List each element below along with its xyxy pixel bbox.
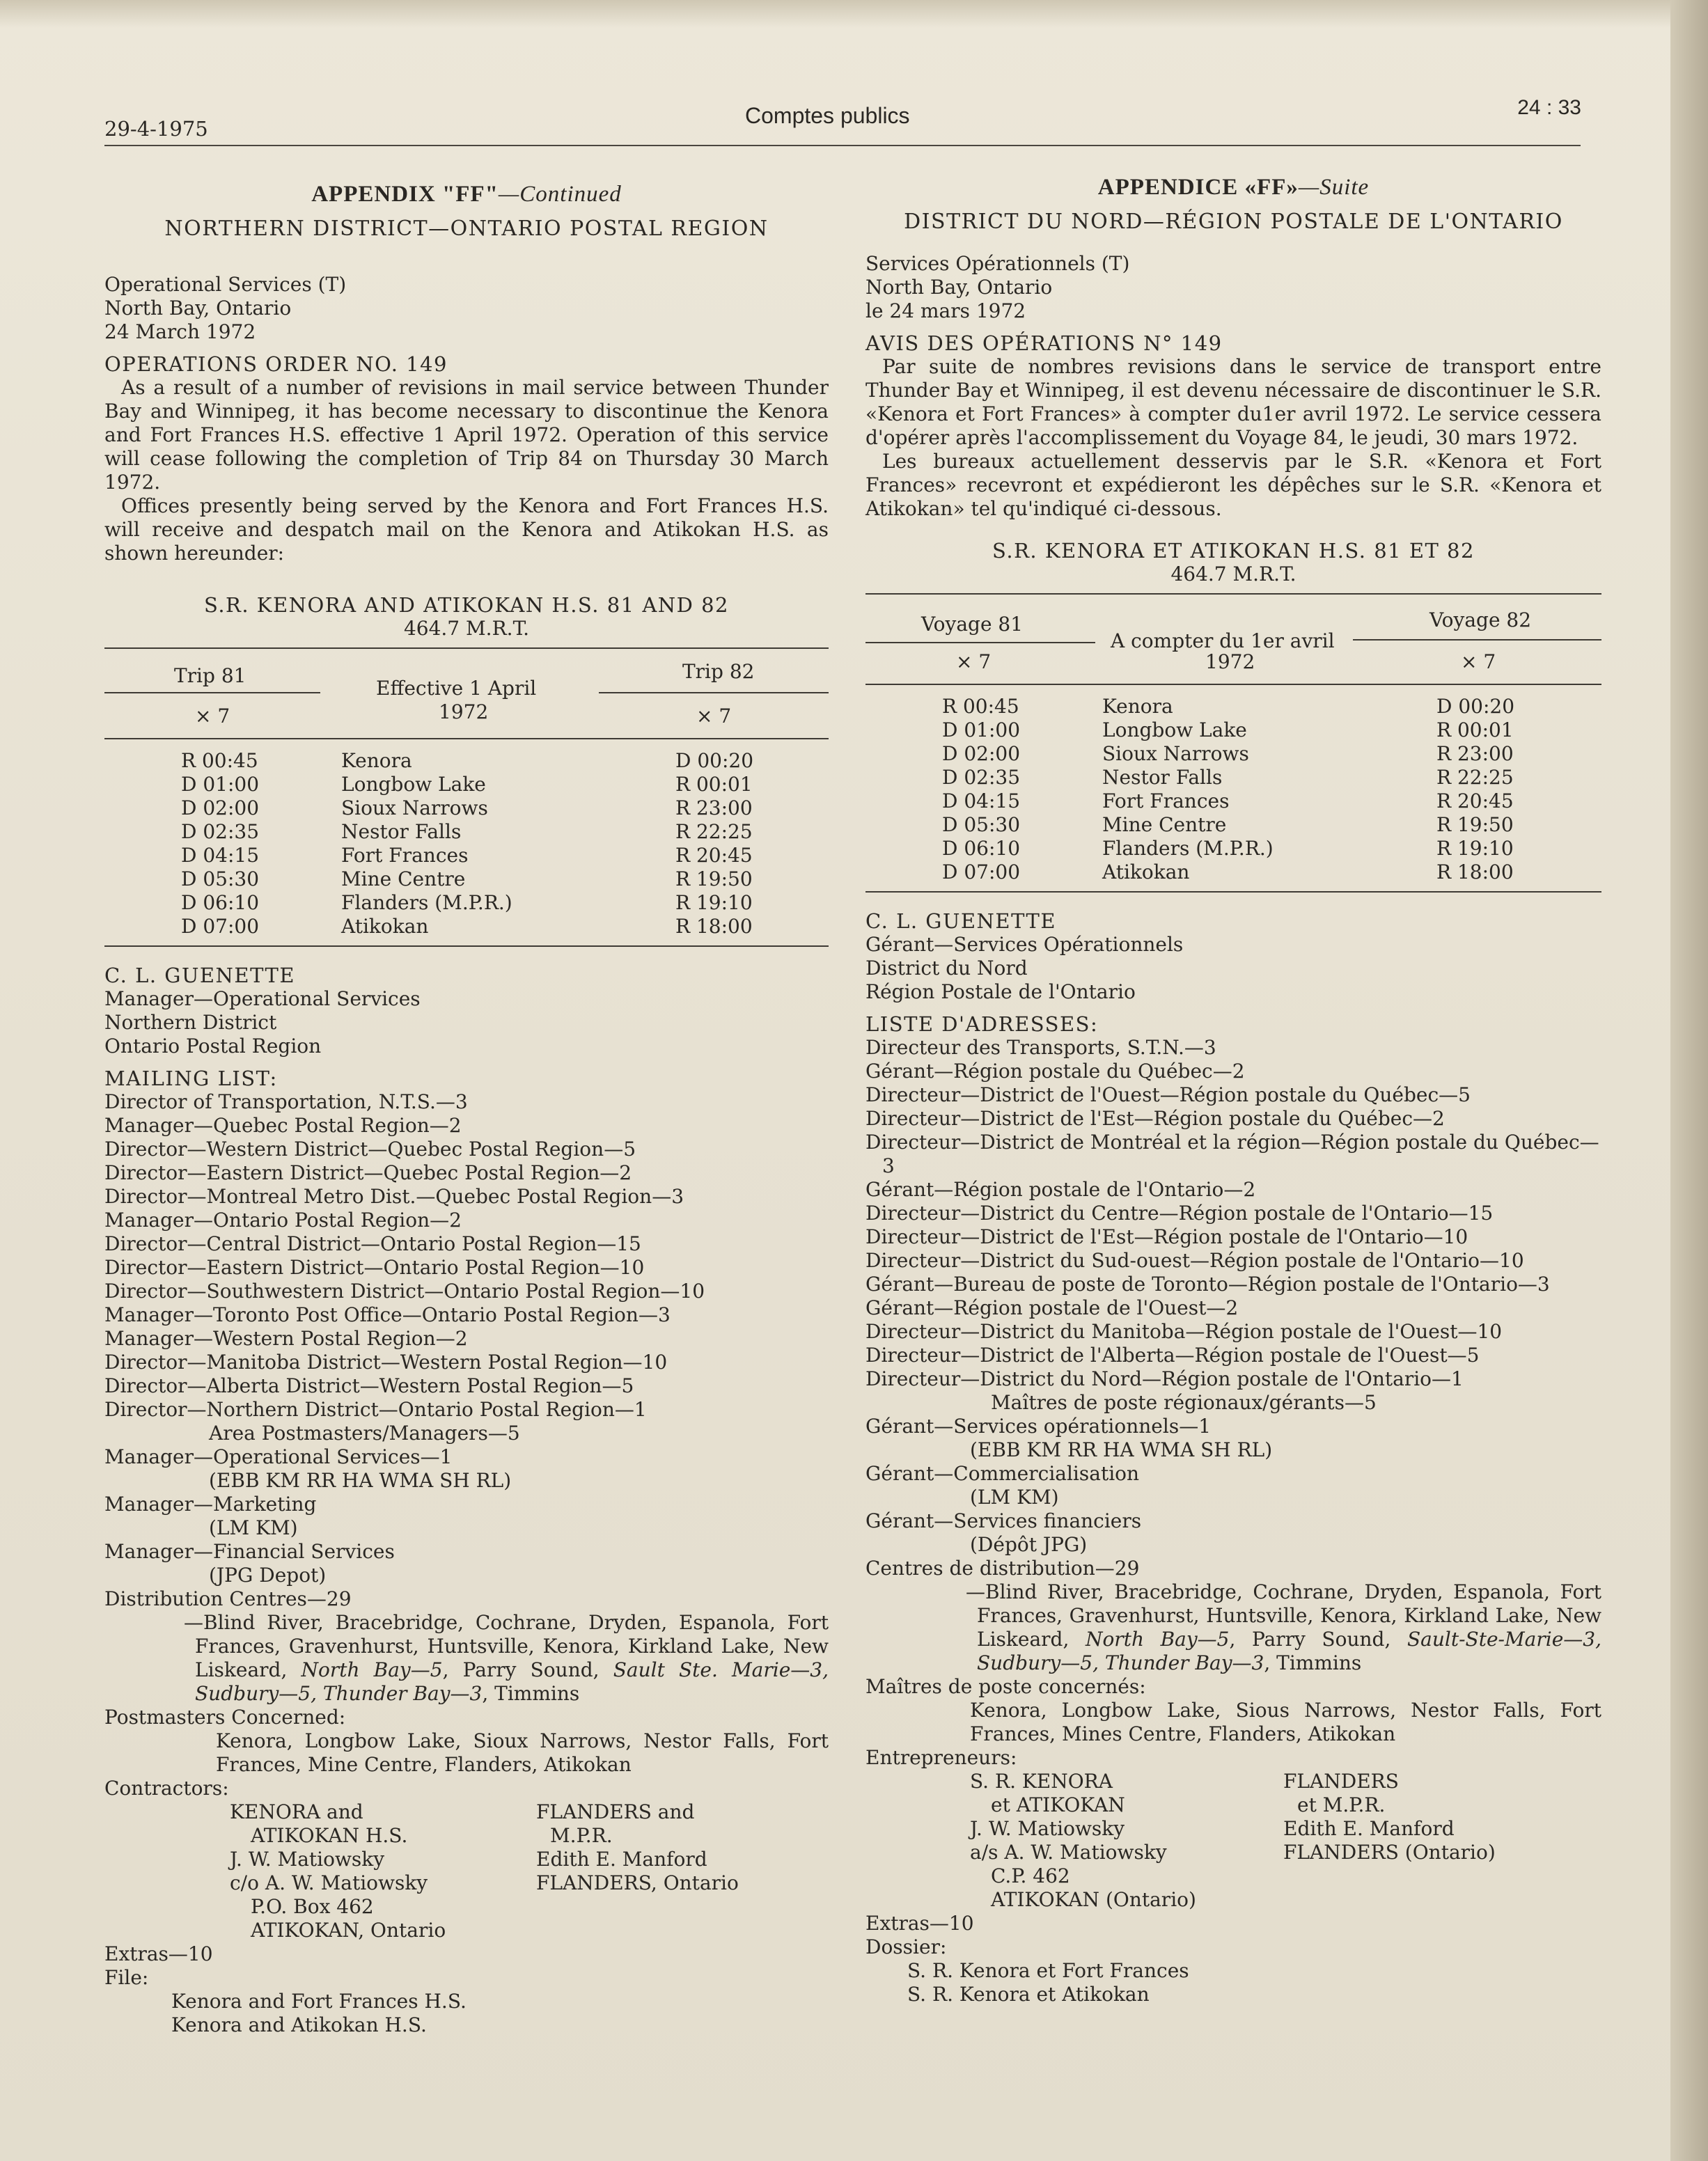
signer-line: Région Postale de l'Ontario	[865, 980, 1136, 1003]
address-date: 24 March 1972	[104, 320, 256, 343]
contractor-line: ATIKOKAN H.S.	[251, 1824, 408, 1847]
distribution-text: —Blind River, Bracebridge, Cochrane, Dryden, Espanola, Fort Frances, Gravenhurst, Huntsville, Kenora, Kirkland Lake, New Liskeard,	[966, 1580, 1601, 1651]
mailing-item: Gérant—Région postale de l'Ontario—2	[865, 1178, 1256, 1201]
mailing-list	[104, 1090, 829, 1422]
effective-label: A compter du 1er avril	[1111, 629, 1335, 652]
days-b: × 7	[1461, 650, 1496, 673]
return-time: R 19:10	[1436, 837, 1514, 860]
contractor-line: J. W. Matiowsky	[970, 1817, 1125, 1840]
mailing-codes: (Dépôt JPG)	[970, 1533, 1088, 1556]
trip-b-label: Trip 82	[682, 660, 755, 683]
signer-line: Northern District	[104, 1011, 277, 1034]
departure-arrival-time: D 02:35	[942, 766, 1021, 789]
departure-arrival-time: D 05:30	[942, 813, 1021, 836]
return-time: R 22:25	[675, 820, 753, 843]
contractor-line: C.P. 462	[991, 1864, 1070, 1887]
contractors-heading: Entrepreneurs:	[865, 1746, 1017, 1769]
mailing-item: Directeur—District de l'Est—Région postale de l'Ontario—10	[865, 1225, 1468, 1248]
route-title: S.R. KENORA AND ATIKOKAN H.S. 81 AND 82	[203, 593, 730, 617]
timetable-row	[865, 742, 1601, 766]
distribution-italic: North Bay—5	[1085, 1628, 1230, 1651]
mailing-item: Director—Eastern District—Quebec Postal Region—2	[104, 1161, 632, 1184]
mailing-item: Gérant—Région postale du Québec—2	[865, 1060, 1245, 1083]
mailing-item: Director—Western District—Quebec Postal Region—5	[104, 1138, 636, 1161]
french-column	[865, 175, 1601, 2006]
contractor-line: FLANDERS and	[536, 1800, 695, 1823]
header-rule	[104, 145, 1581, 146]
timetable-row	[104, 867, 829, 891]
contractor-line: S. R. KENORA	[970, 1770, 1113, 1793]
timetable-header	[104, 649, 829, 739]
timetable-row	[104, 796, 829, 820]
departure-arrival-time: D 04:15	[181, 844, 260, 867]
contractor-line: ATIKOKAN (Ontario)	[991, 1888, 1196, 1911]
mailing-item: Director—Central District—Ontario Postal Region—15	[104, 1232, 641, 1255]
stop-name: Sioux Narrows	[341, 796, 488, 819]
contractor-line: P.O. Box 462	[251, 1895, 374, 1918]
contractor-line: a/s A. W. Matiowsky	[970, 1841, 1167, 1864]
contractor-line: FLANDERS	[1283, 1770, 1399, 1793]
contractor-line: et ATIKOKAN	[991, 1793, 1125, 1816]
postmasters-heading: Postmasters Concerned:	[104, 1706, 346, 1729]
distribution-text: —Blind River, Bracebridge, Cochrane, Dryden, Espanola, Fort Frances, Gravenhurst, Huntsville, Kenora, Kirkland Lake, New Liskeard,	[184, 1611, 829, 1681]
distribution-text: , Timmins	[1264, 1651, 1362, 1674]
mailing-item: Area Postmasters/Managers—5	[209, 1422, 520, 1445]
appendix-subtitle: —Suite	[1298, 175, 1370, 200]
mailing-item: Manager—Financial Services	[104, 1540, 395, 1563]
contractor-line: Edith E. Manford	[1283, 1817, 1455, 1840]
extras-line: Extras—10	[104, 1942, 213, 1965]
appendix-heading	[104, 182, 829, 206]
mailing-item: Director—Northern District—Ontario Postal Region—1	[104, 1398, 647, 1421]
mailing-item: Manager—Quebec Postal Region—2	[104, 1114, 462, 1137]
return-time: D 00:20	[675, 749, 754, 772]
return-time: R 18:00	[1436, 861, 1514, 883]
mailing-title: MAILING LIST:	[104, 1067, 278, 1090]
departure-arrival-time: D 02:35	[181, 820, 260, 843]
district-heading: NORTHERN DISTRICT—ONTARIO POSTAL REGION	[164, 217, 769, 241]
timetable	[865, 593, 1601, 893]
stop-name: Kenora	[1102, 695, 1173, 718]
contractor-b	[1283, 1770, 1496, 1912]
stop-name: Nestor Falls	[1102, 766, 1223, 789]
departure-arrival-time: D 07:00	[942, 861, 1021, 883]
paragraph: As a result of a number of revisions in mail service between Thunder Bay and Winnipeg, it has become necessary to discontinue the Kenora and Fort Frances H.S. effective 1 April 1972. Operation of this service will cease following the completion of Trip 84 on Thursday 30 March 1972.	[104, 376, 829, 494]
header-page-number: 24 : 33	[1517, 96, 1581, 119]
contractor-line: FLANDERS, Ontario	[536, 1871, 739, 1894]
mailing-codes: (LM KM)	[970, 1486, 1059, 1509]
departure-arrival-time: D 01:00	[942, 718, 1021, 741]
days-b: × 7	[696, 705, 732, 728]
stop-name: Longbow Lake	[341, 773, 486, 796]
stop-name: Nestor Falls	[341, 820, 462, 843]
departure-arrival-time: D 02:00	[181, 796, 260, 819]
timetable-row	[104, 773, 829, 796]
trip-a-label: Voyage 81	[921, 613, 1024, 636]
address-line: Operational Services (T)	[104, 273, 347, 296]
return-time: R 20:45	[675, 844, 753, 867]
paragraph: Les bureaux actuellement desservis par le S.R. «Kenora et Fort Frances» recevront et expédieront les dépêches sur le S.R. «Kenora et Atikokan» tel qu'indiqué ci-dessous.	[865, 450, 1601, 520]
signer-name: C. L. GUENETTE	[104, 964, 295, 987]
order-title: AVIS DES OPÉRATIONS N° 149	[865, 331, 1223, 355]
paragraph: Par suite de nombres revisions dans le service de transport entre Thunder Bay et Winnipeg, il est devenu nécessaire de discontinuer le S.R. «Kenora et Fort Frances» à compter du1er avril 1972. Le service cessera d'opérer après l'accomplissement du Voyage 84, le jeudi, 30 mars 1972.	[865, 355, 1601, 449]
postmasters-list: Kenora, Longbow Lake, Sioux Narrows, Nestor Falls, Fort Frances, Mine Centre, Flanders, Atikokan	[216, 1729, 829, 1776]
signer-line: Ontario Postal Region	[104, 1035, 322, 1058]
departure-arrival-time: D 07:00	[181, 915, 260, 938]
stop-name: Kenora	[341, 749, 412, 772]
departure-arrival-time: D 01:00	[181, 773, 260, 796]
distribution-italic: North Bay—5	[301, 1658, 443, 1681]
timetable-row	[865, 766, 1601, 789]
departure-arrival-time: R 00:45	[181, 749, 258, 772]
contractor-b	[536, 1800, 739, 1942]
mailing-codes: (EBB KM RR HA WMA SH RL)	[970, 1438, 1273, 1461]
route-title: S.R. KENORA ET ATIKOKAN H.S. 81 ET 82	[992, 539, 1475, 563]
contractors-heading: Contractors:	[104, 1777, 229, 1800]
file-heading: Dossier:	[865, 1935, 947, 1958]
signer-name: C. L. GUENETTE	[865, 909, 1056, 933]
mailing-item: Director—Manitoba District—Western Postal Region—10	[104, 1351, 668, 1374]
departure-arrival-time: D 06:10	[181, 891, 260, 914]
mailing-item: Director—Alberta District—Western Postal Region—5	[104, 1374, 634, 1397]
rule	[865, 642, 1095, 643]
departure-arrival-time: R 00:45	[942, 695, 1019, 718]
days-a: × 7	[195, 705, 230, 728]
return-time: R 19:10	[675, 891, 753, 914]
mailing-item: Directeur—District du Centre—Région postale de l'Ontario—15	[865, 1202, 1494, 1225]
appendix-subtitle: —Continued	[498, 182, 622, 207]
postmasters-list: Kenora, Longbow Lake, Sious Narrows, Nestor Falls, Fort Frances, Mines Centre, Flanders, Atikokan	[970, 1699, 1601, 1745]
mailing-item: Distribution Centres—29	[104, 1587, 352, 1610]
mailing-item: Director—Eastern District—Ontario Postal Region—10	[104, 1256, 645, 1279]
timetable-row	[104, 915, 829, 938]
address-line: North Bay, Ontario	[865, 276, 1053, 299]
mailing-item: Directeur—District de l'Alberta—Région postale de l'Ouest—5	[865, 1344, 1480, 1367]
mailing-codes: (LM KM)	[209, 1516, 298, 1539]
effective-year: 1972	[439, 700, 489, 723]
mailing-title: LISTE D'ADRESSES:	[865, 1012, 1099, 1036]
stop-name: Mine Centre	[341, 867, 466, 890]
timetable-row	[865, 695, 1601, 718]
timetable-row	[104, 891, 829, 915]
page-shadow	[0, 0, 1708, 28]
departure-arrival-time: D 02:00	[942, 742, 1021, 765]
return-time: R 19:50	[675, 867, 753, 890]
contractor-line: Edith E. Manford	[536, 1848, 707, 1871]
distribution-text: , Parry Sound,	[442, 1658, 613, 1681]
mailing-item: Director of Transportation, N.T.S.—3	[104, 1090, 468, 1113]
postmasters-heading: Maîtres de poste concernés:	[865, 1675, 1146, 1698]
mailing-item: Manager—Western Postal Region—2	[104, 1327, 468, 1350]
mailing-item: Directeur—District du Nord—Région postale de l'Ontario—1	[865, 1367, 1464, 1390]
return-time: R 23:00	[675, 796, 753, 819]
return-time: R 22:25	[1436, 766, 1514, 789]
paragraph: Offices presently being served by the Kenora and Fort Frances H.S. will receive and despatch mail on the Kenora and Atikokan H.S. as shown hereunder:	[104, 494, 829, 565]
english-column	[104, 182, 829, 2037]
mailing-item: Manager—Operational Services—1	[104, 1445, 453, 1468]
mailing-item: Gérant—Services opérationnels—1	[865, 1415, 1212, 1438]
mailing-item: Gérant—Services financiers	[865, 1509, 1142, 1532]
rule	[1353, 639, 1601, 641]
contractor-line: M.P.R.	[550, 1824, 613, 1847]
file-line: S. R. Kenora et Fort Frances	[907, 1959, 1189, 1982]
return-time: R 00:01	[1436, 718, 1514, 741]
mailing-item: Centres de distribution—29	[865, 1557, 1140, 1580]
extras-line: Extras—10	[865, 1912, 974, 1935]
return-time: D 00:20	[1436, 695, 1515, 718]
contractors-block	[104, 1800, 829, 1942]
effective-year: 1972	[1205, 650, 1255, 673]
days-a: × 7	[956, 650, 992, 673]
timetable-row	[104, 844, 829, 867]
contractor-a	[865, 1770, 1283, 1912]
return-time: R 20:45	[1436, 789, 1514, 812]
mailing-item: Gérant—Bureau de poste de Toronto—Région postale de l'Ontario—3	[865, 1273, 1550, 1296]
route-subtitle: 464.7 M.R.T.	[403, 617, 530, 640]
mailing-codes: (EBB KM RR HA WMA SH RL)	[209, 1469, 512, 1492]
mailing-item: Directeur—District de l'Ouest—Région postale du Québec—5	[865, 1083, 1471, 1106]
contractor-line: J. W. Matiowsky	[230, 1848, 385, 1871]
appendix-title: APPENDICE «FF»	[1097, 175, 1299, 200]
timetable-row	[865, 861, 1601, 884]
stop-name: Sioux Narrows	[1102, 742, 1249, 765]
timetable-body	[104, 739, 829, 945]
timetable-row	[865, 789, 1601, 813]
signer-line: Gérant—Services Opérationnels	[865, 933, 1184, 956]
mailing-item: Directeur—District de Montréal et la région—Région postale du Québec—3	[865, 1131, 1599, 1177]
timetable	[104, 647, 829, 947]
departure-arrival-time: D 04:15	[942, 789, 1021, 812]
contractor-line: ATIKOKAN, Ontario	[251, 1919, 446, 1942]
stop-name: Longbow Lake	[1102, 718, 1247, 741]
file-line: Kenora and Atikokan H.S.	[171, 2013, 427, 2036]
timetable-row	[865, 837, 1601, 861]
address-line: Services Opérationnels (T)	[865, 252, 1130, 275]
signer-line: District du Nord	[865, 957, 1028, 980]
address-line: North Bay, Ontario	[104, 297, 292, 320]
mailing-item: Manager—Ontario Postal Region—2	[104, 1209, 462, 1232]
order-title: OPERATIONS ORDER NO. 149	[104, 352, 448, 376]
return-time: R 23:00	[1436, 742, 1514, 765]
departure-arrival-time: D 05:30	[181, 867, 260, 890]
timetable-body	[865, 685, 1601, 891]
appendix-heading	[865, 175, 1601, 199]
return-time: R 18:00	[675, 915, 753, 938]
trip-b-label: Voyage 82	[1429, 608, 1532, 631]
departure-arrival-time: D 06:10	[942, 837, 1021, 860]
return-time: R 00:01	[675, 773, 753, 796]
mailing-item: Director—Montreal Metro Dist.—Quebec Postal Region—3	[104, 1185, 684, 1208]
mailing-item: Gérant—Région postale de l'Ouest—2	[865, 1296, 1239, 1319]
distribution-list	[865, 1580, 1601, 1675]
timetable-row	[865, 718, 1601, 742]
book-spine	[1670, 0, 1708, 2161]
stop-name: Flanders (M.P.R.)	[341, 891, 512, 914]
mailing-codes: (JPG Depot)	[209, 1564, 327, 1587]
mailing-list	[865, 1036, 1601, 1391]
stop-name: Fort Frances	[1102, 789, 1230, 812]
stop-name: Fort Frances	[341, 844, 469, 867]
contractors-block	[865, 1770, 1601, 1912]
contractor-line: c/o A. W. Matiowsky	[230, 1871, 428, 1894]
appendix-title: APPENDIX "FF"	[311, 182, 499, 207]
file-heading: File:	[104, 1966, 149, 1989]
contractor-a	[104, 1800, 536, 1942]
mailing-item: Directeur—District de l'Est—Région postale du Québec—2	[865, 1107, 1445, 1130]
distribution-list	[104, 1611, 829, 1706]
rule	[599, 692, 829, 693]
contractor-line: et M.P.R.	[1297, 1793, 1386, 1816]
timetable-row	[104, 749, 829, 773]
rule	[104, 692, 320, 693]
timetable-header	[865, 595, 1601, 685]
mailing-item: Maîtres de poste régionaux/gérants—5	[991, 1391, 1377, 1414]
route-subtitle: 464.7 M.R.T.	[1170, 563, 1296, 586]
mailing-item: Directeur—District du Manitoba—Région postale de l'Ouest—10	[865, 1320, 1503, 1343]
trip-a-label: Trip 81	[174, 664, 246, 687]
mailing-item: Gérant—Commercialisation	[865, 1462, 1140, 1485]
timetable-row	[865, 813, 1601, 837]
district-heading: DISTRICT DU NORD—RÉGION POSTALE DE L'ONTARIO	[904, 210, 1563, 234]
header-title: Comptes publics	[745, 103, 910, 128]
mailing-item: Directeur—District du Sud-ouest—Région postale de l'Ontario—10	[865, 1249, 1524, 1272]
effective-label: Effective 1 April	[376, 677, 537, 700]
distribution-italic: Sault Ste. Marie—3, Sudbury—5, Thunder Bay—3	[195, 1658, 829, 1705]
header-date: 29-4-1975	[104, 117, 208, 141]
mailing-item: Manager—Toronto Post Office—Ontario Postal Region—3	[104, 1303, 671, 1326]
distribution-italic: Sault-Ste-Marie—3, Sudbury—5, Thunder Bay—3	[977, 1628, 1601, 1674]
contractor-line: FLANDERS (Ontario)	[1283, 1841, 1496, 1864]
mailing-item: Director—Southwestern District—Ontario Postal Region—10	[104, 1280, 705, 1303]
stop-name: Mine Centre	[1102, 813, 1227, 836]
distribution-text: , Parry Sound,	[1229, 1628, 1407, 1651]
distribution-text: , Timmins	[482, 1682, 580, 1705]
file-line: Kenora and Fort Frances H.S.	[171, 1990, 467, 2013]
timetable-row	[104, 820, 829, 844]
stop-name: Atikokan	[1102, 861, 1190, 883]
file-line: S. R. Kenora et Atikokan	[907, 1983, 1150, 2006]
return-time: R 19:50	[1436, 813, 1514, 836]
contractor-line: KENORA and	[230, 1800, 363, 1823]
stop-name: Flanders (M.P.R.)	[1102, 837, 1274, 860]
mailing-item: Directeur des Transports, S.T.N.—3	[865, 1036, 1216, 1059]
mailing-item: Manager—Marketing	[104, 1493, 317, 1516]
address-date: le 24 mars 1972	[865, 299, 1026, 322]
signer-line: Manager—Operational Services	[104, 987, 421, 1010]
stop-name: Atikokan	[341, 915, 429, 938]
